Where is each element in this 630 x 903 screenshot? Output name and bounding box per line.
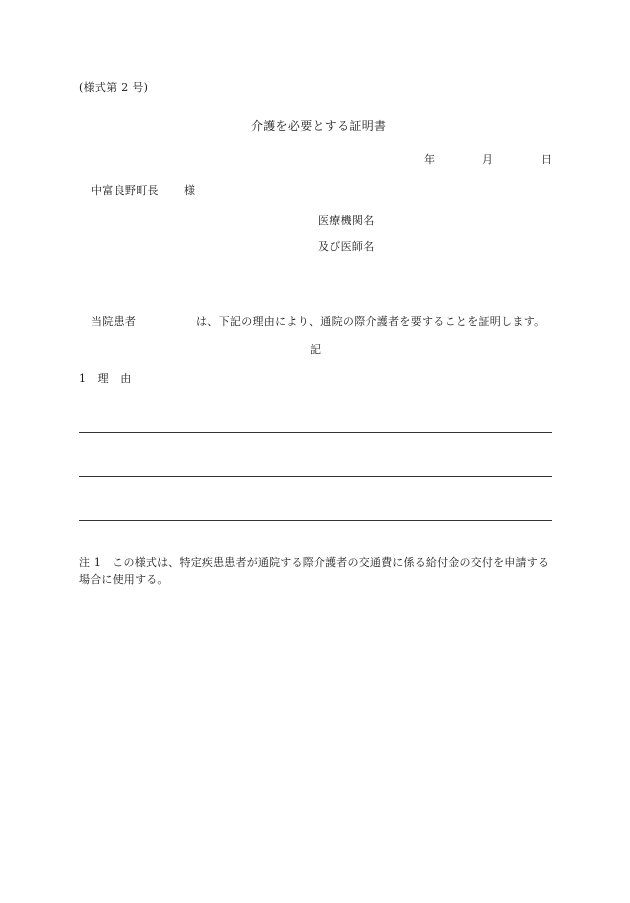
form-number: (様式第 2 号) <box>79 81 149 94</box>
usage-note: 注 1 この様式は、特定疾患患者が通院する際介護者の交通費に係る給付金の交付を申請する場合に使用する。 <box>79 556 550 586</box>
ki-heading: 記 <box>310 343 322 356</box>
document-title: 介護を必要とする証明書 <box>251 119 387 133</box>
date-year-label: 年 <box>424 153 436 166</box>
certification-statement: は、下記の理由により、通院の際介護者を要することを証明します。 <box>196 315 546 328</box>
reason-line-1 <box>79 432 552 433</box>
doctor-name-label: 及び医師名 <box>318 240 375 253</box>
reason-line-2 <box>79 476 552 477</box>
date-day-label: 日 <box>541 153 553 166</box>
medical-institution-label: 医療機関名 <box>318 214 375 227</box>
date-month-label: 月 <box>482 153 494 166</box>
reason-heading: 1 理 由 <box>79 372 132 385</box>
patient-lead: 当院患者 <box>91 315 137 328</box>
addressee-honorific: 様 <box>184 184 196 197</box>
addressee-name: 中富良野町長 <box>91 184 159 197</box>
reason-line-3 <box>79 520 552 521</box>
